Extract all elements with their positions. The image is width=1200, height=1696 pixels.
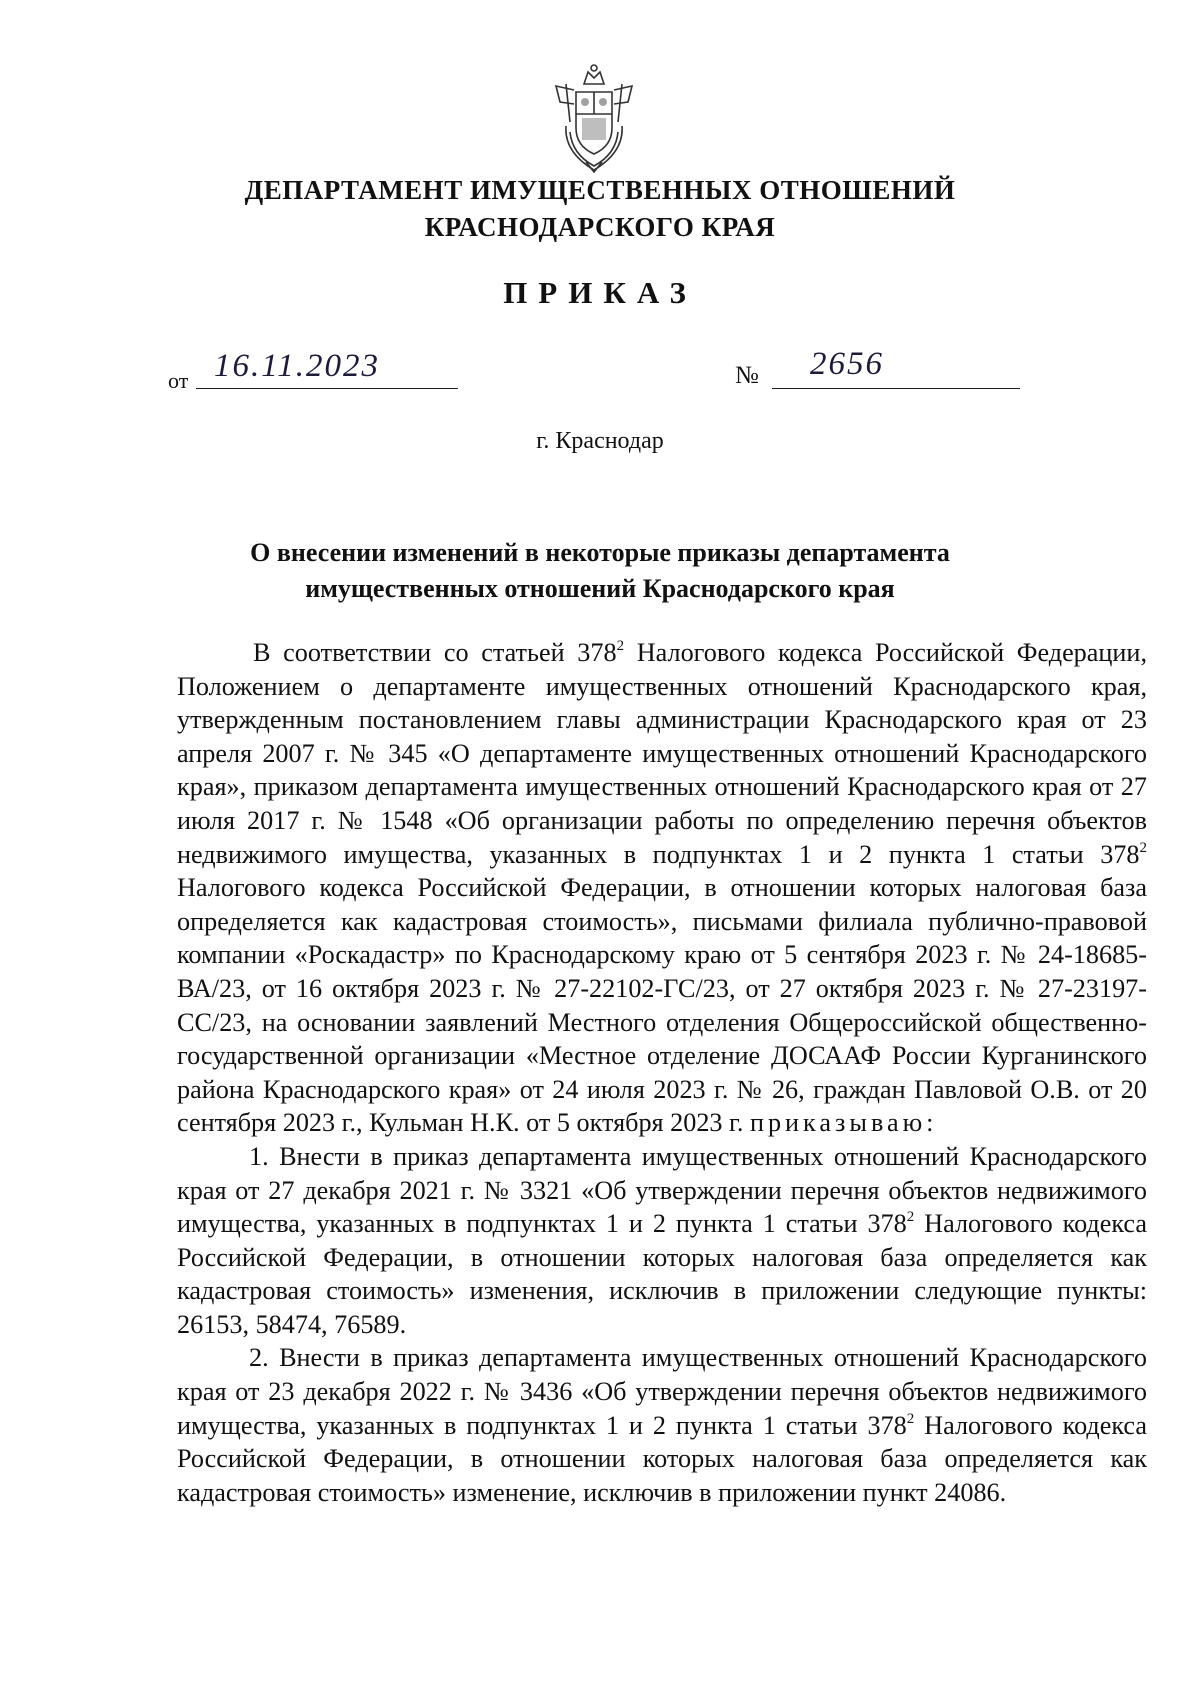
item-text-part2: Налогового кодекса Российской Федерации, в отношении которых налоговая база определяется как кадастровая стоимость» изменение, исключив в приложении пункт 24086.	[177, 1410, 1148, 1507]
city-name: г. Краснодар	[536, 428, 664, 454]
superscript: 2	[906, 1410, 915, 1427]
preamble-text-part2: Налогового кодекса Российской Федерации, Положением о департаменте имущественных отношений Краснодарского края, утвержденным постановлением главы администрации Краснодарского края от 23 апреля 2007 г. № 345 «О департаменте имущественных отношений Краснодарского края», приказом департамента имущественных отношений Краснодарского края от 27 июля 2017 г. № 1548 «Об организации работы по определению перечня объектов недвижимого имущества, указанных в подпунктах 1 и 2 пункта 1 статьи 378	[177, 638, 1147, 869]
item-text-part1: 2. Внести в приказ департамента имущественных отношений Краснодарского края от 23 декабря 2022 г. № 3436 «Об утверждении перечня объектов недвижимого имущества, указанных в подпунктах 1 и 2 пункта 1 статьи 378	[177, 1343, 1147, 1440]
preamble-end: :	[926, 1108, 934, 1138]
superscript: 2	[906, 1209, 915, 1226]
decree-word: приказываю	[749, 1108, 927, 1138]
document-subject	[0, 535, 1200, 607]
document-body	[177, 636, 1147, 1509]
date-label: от	[168, 368, 189, 393]
preamble-text-part1: В соответствии со статьей 378	[253, 638, 617, 667]
organization-name-line1: ДЕПАРТАМЕНТ ИМУЩЕСТВЕННЫХ ОТНОШЕНИЙ	[244, 175, 956, 205]
list-item-1	[177, 1140, 1147, 1342]
date-underline	[196, 388, 458, 389]
superscript: 2	[616, 638, 625, 654]
coat-of-arms-emblem	[546, 62, 642, 174]
document-type-title: ПРИКАЗ	[503, 275, 697, 310]
number-value-handwritten: 2656	[810, 346, 884, 382]
subject-line2: имущественных отношений Краснодарского края	[305, 574, 895, 603]
number-underline	[772, 388, 1020, 389]
preamble-text-part3: Налогового кодекса Российской Федерации, в отношении которых налоговая база определяется как кадастровая стоимость», письмами филиала публично-правовой компании «Роскадастр» по Краснодарскому краю от 5 сентября 2023 г. № 24-18685-ВА/23, от 16 октября 2023 г. № 27-22102-ГС/23, от 27 октября 2023 г. № 27-23197-СС/23, на основании заявлений Местного отделения Общероссийской общественно-государственной организации «Местное отделение ДОСААФ России Курганинского района Краснодарского края» от 24 июля 2023 г. № 26, граждан Павловой О.В. от 20 сентября 2023 г., Кульман Н.К. от 5 октября 2023 г.	[177, 873, 1147, 1138]
subject-line1: О внесении изменений в некоторые приказы департамента	[250, 538, 950, 567]
item-text-part1: 1. Внести в приказ департамента имущественных отношений Краснодарского края от 27 декабря 2021 г. № 3321 «Об утверждении перечня объектов недвижимого имущества, указанных в подпунктах 1 и 2 пункта 1 статьи 378	[177, 1141, 1147, 1239]
list-item-2	[177, 1341, 1147, 1509]
date-value-handwritten: 16.11.2023	[214, 348, 381, 384]
organization-name-line2: КРАСНОДАРСКОГО КРАЯ	[424, 212, 776, 242]
superscript: 2	[1139, 839, 1147, 856]
item-text-part2: Налогового кодекса Российской Федерации, в отношении которых налоговая база определяется как кадастровая стоимость» изменения, исключив в приложении следующие пункты: 26153, 58474, 76589.	[177, 1209, 1148, 1339]
number-label: №	[735, 362, 759, 389]
preamble-paragraph	[177, 636, 1147, 1140]
